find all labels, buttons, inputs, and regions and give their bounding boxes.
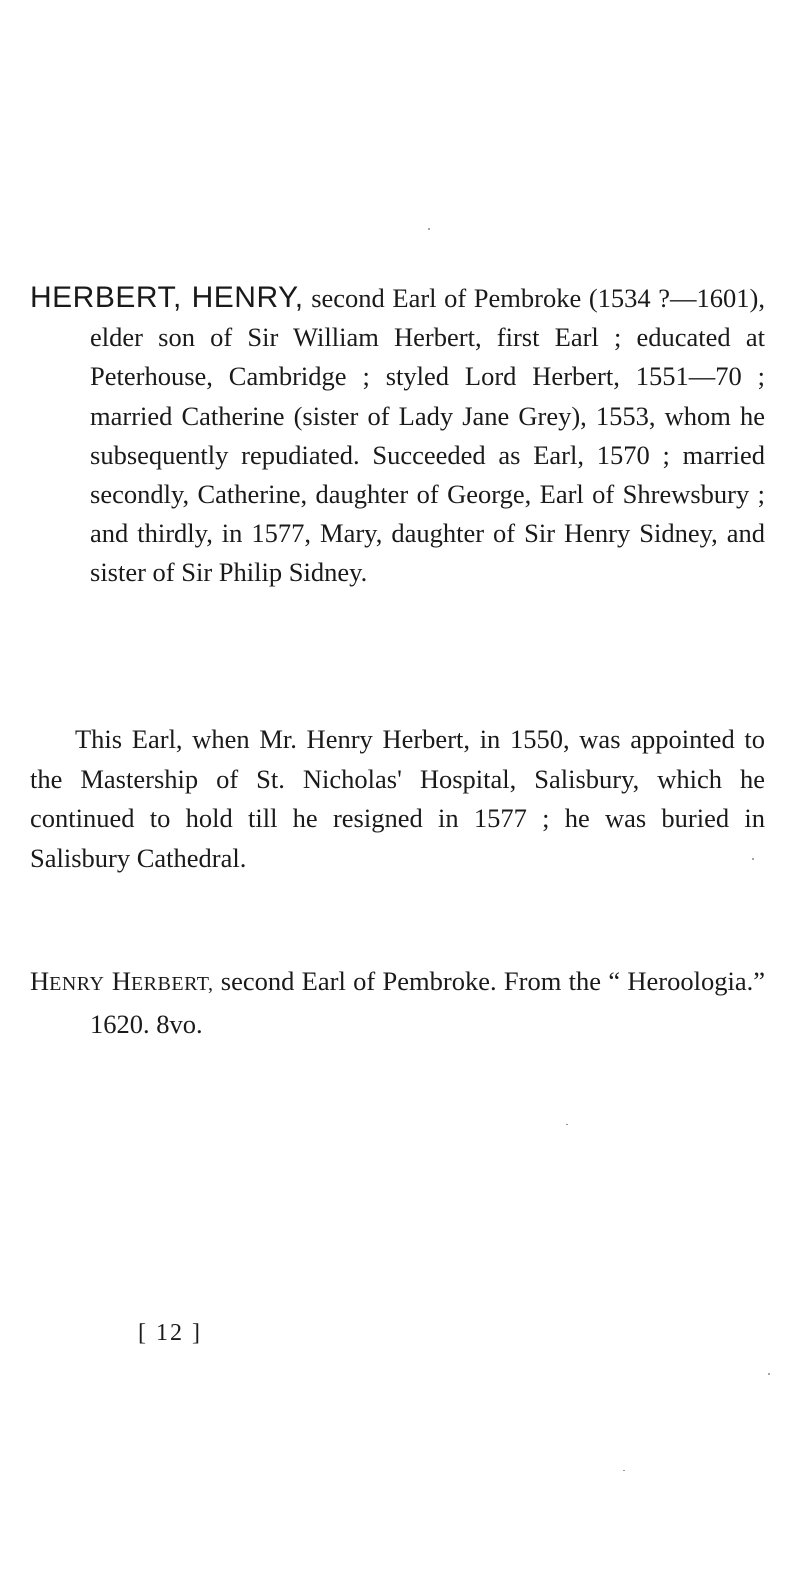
- caption-name-initial: H: [30, 966, 50, 996]
- scan-speck: [566, 1124, 568, 1125]
- page-number: [ 12 ]: [138, 1320, 202, 1346]
- caption-surname-rest: ERBERT,: [130, 973, 214, 995]
- caption-text: second Earl of Pembroke. From the “ Heroologia.” 1620. 8vo.: [90, 966, 766, 1039]
- biography-entry: [30, 278, 800, 593]
- portrait-caption: [30, 962, 765, 1044]
- hospital-note: This Earl, when Mr. Henry Herbert, in 1550, was appointed to the Mastership of St. Nicholas' Hospital, Salisbury, which he continued to hold till he resigned in 1577 ; he was buried in Salisbury Cathedral.: [30, 724, 765, 873]
- scan-speck: [623, 1470, 625, 1471]
- entry-body: second Earl of Pembroke (1534 ?—1601), elder son of Sir William Herbert, first Earl ; educated at Peterhouse, Cambridge ; styled Lord Herbert, 1551—70 ; married Catherine (sister of Lady Jane Grey), 1553, whom he subsequently repudiated. Succeeded as Earl, 1570 ; married secondly, Catherine, daughter of George, Earl of Shrewsbury ; and thirdly, in 1577, Mary, daughter of Sir Henry Sidney, and sister of Sir Philip Sidney.: [90, 283, 765, 588]
- scan-speck: [768, 1373, 770, 1375]
- entry-headword: HERBERT, HENRY,: [30, 281, 304, 314]
- caption-name-rest: ENRY: [49, 973, 105, 995]
- scan-speck: [428, 228, 430, 230]
- caption-surname-initial: H: [111, 966, 131, 996]
